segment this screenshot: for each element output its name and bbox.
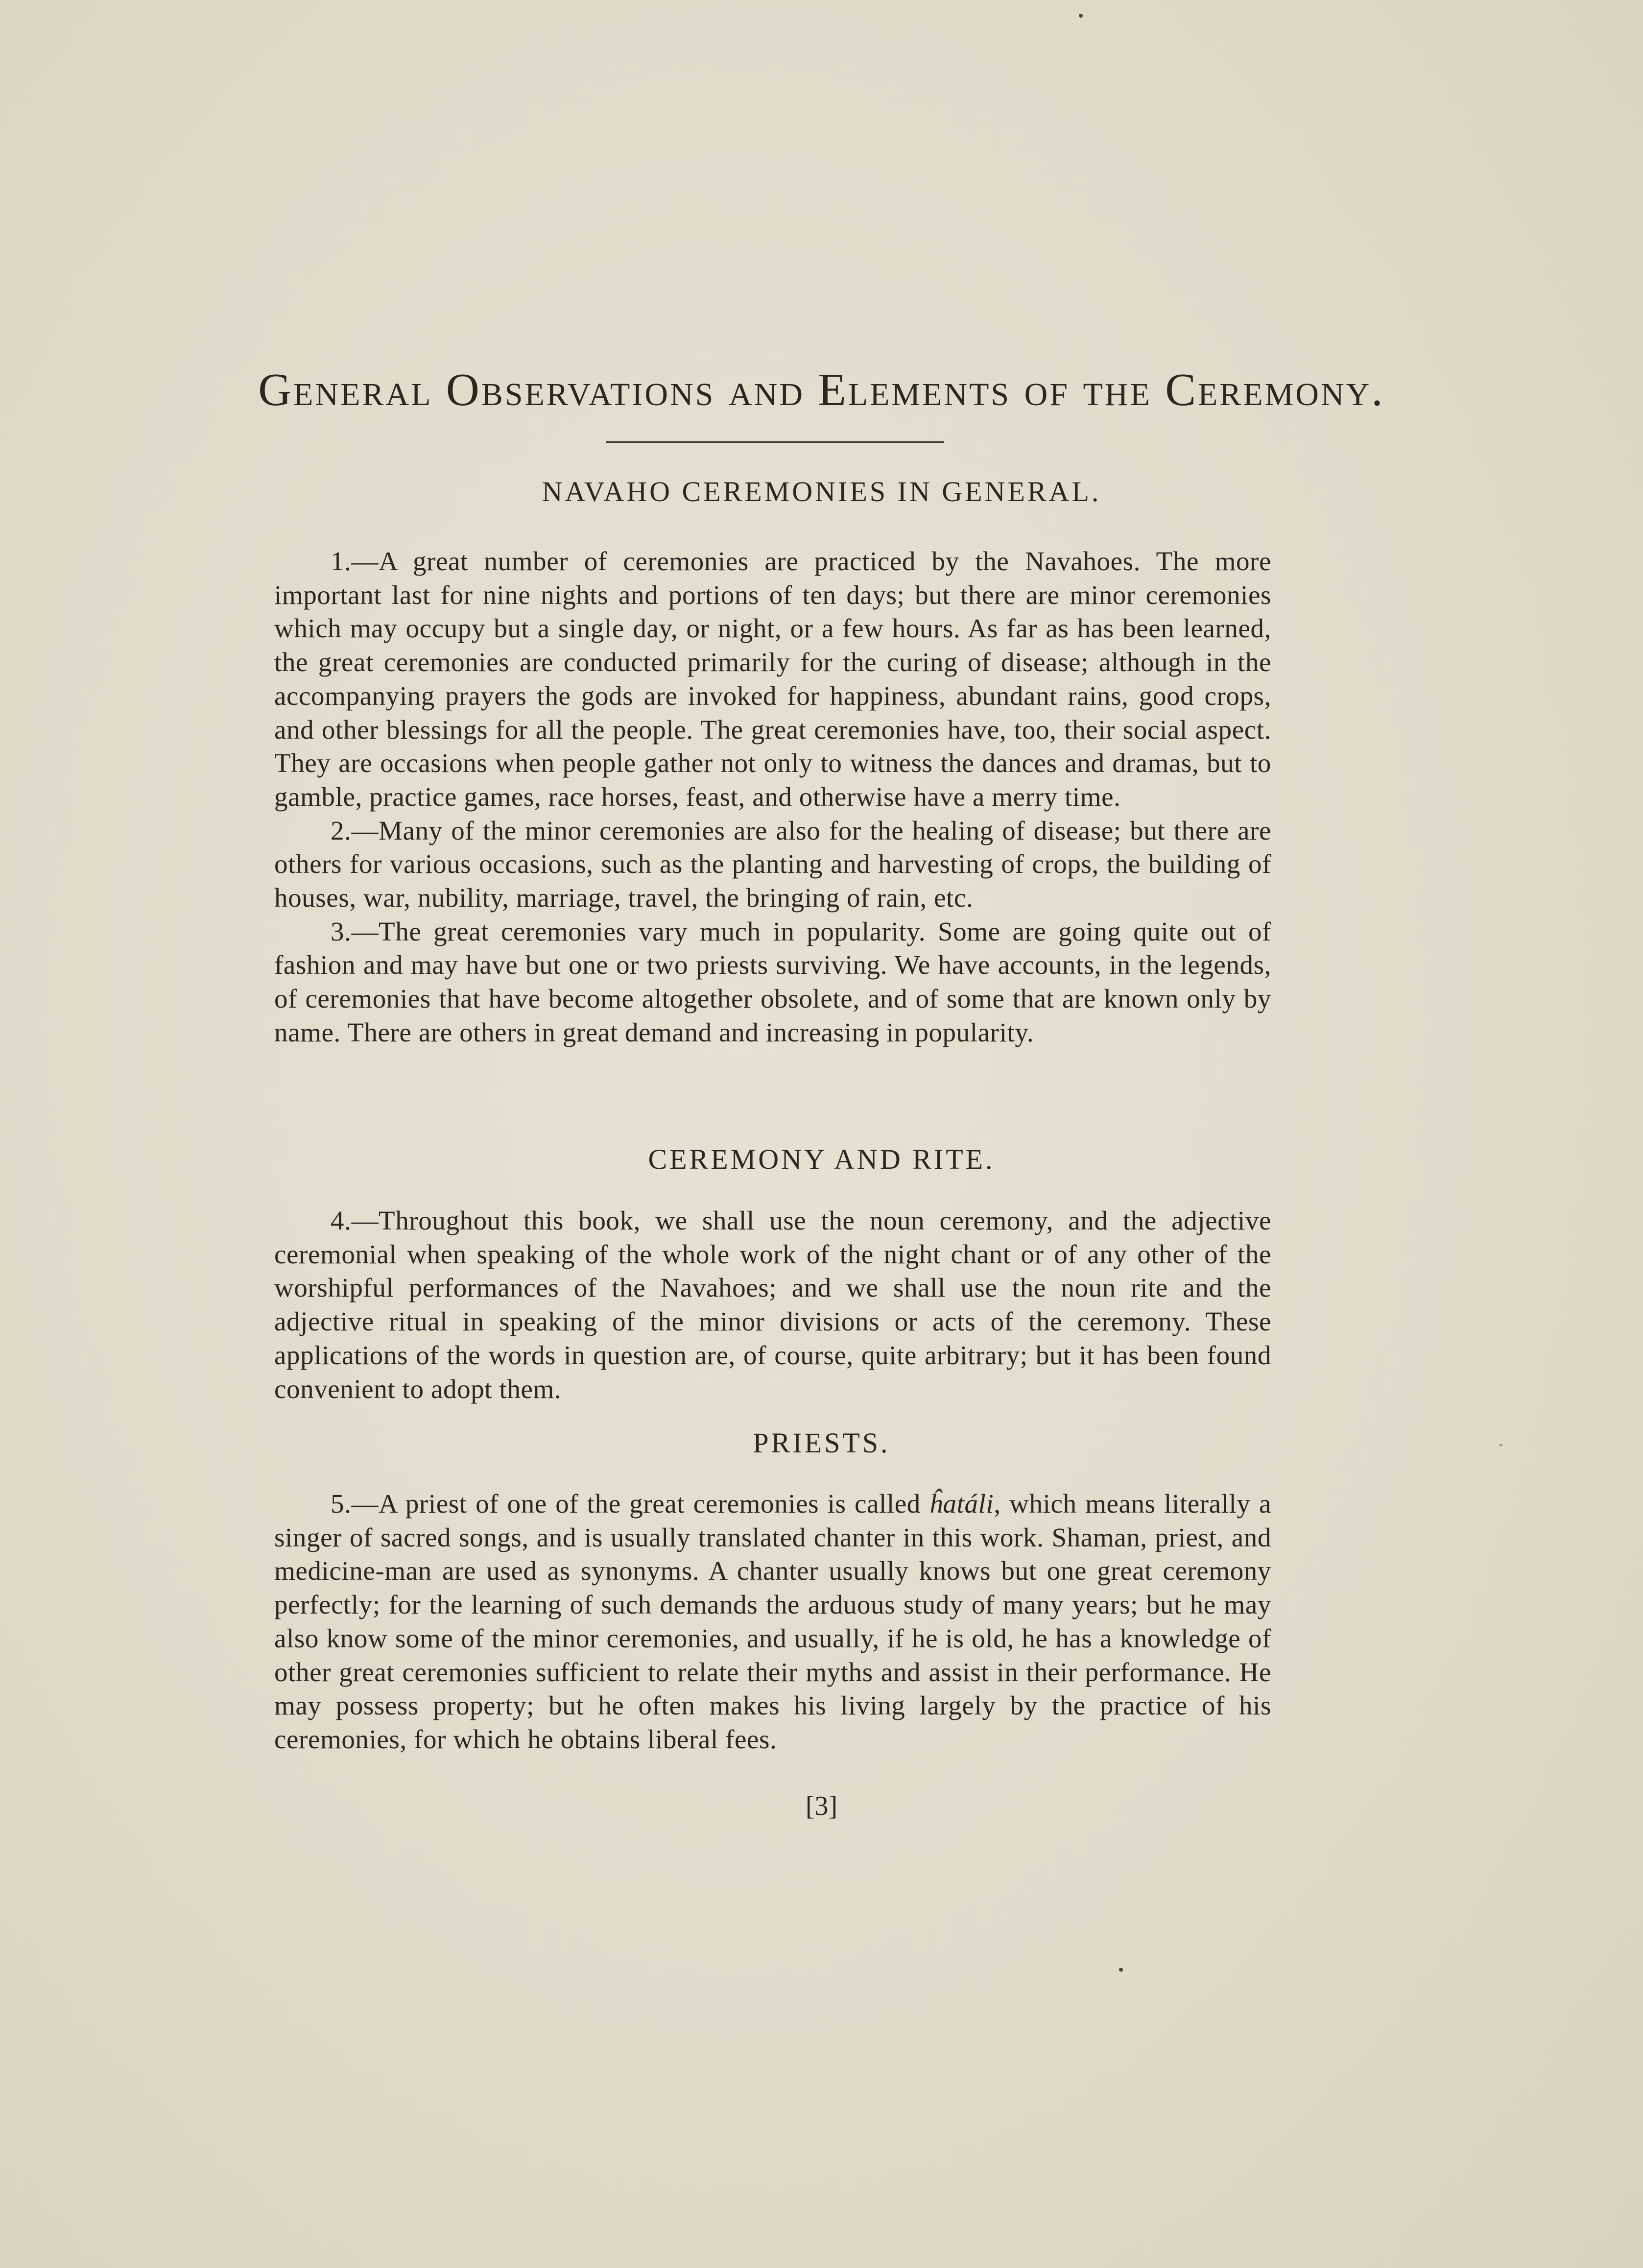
section-heading-priests: PRIESTS. xyxy=(753,1427,890,1459)
paper-speck xyxy=(1079,14,1083,18)
section-body-ceremony-rite xyxy=(274,1204,1271,1406)
paragraph-5-rest: , which means literally a singer of sacred songs, and is usually translated chanter in this work. Shaman, priest, and medicine-man are used as synonyms. A chanter usually knows but one great ceremony perfectly; for the learning of such demands the arduous study of many years; but he may also know some of the minor ceremonies, and usually, if he is old, he has a knowledge of other great ceremonies sufficient to relate their myths and assist in their performance. He may possess property; but he often makes his living largely by the practice of his ceremonies, for which he obtains liberal fees. xyxy=(274,1489,1272,1754)
paragraph-2: 2.—Many of the minor ceremonies are also for the healing of disease; but there are others for various occasions, such as the planting and harvesting of crops, the building of houses, war, nubility, marriage, travel, the bringing of rain, etc. xyxy=(274,815,1271,913)
native-term: ĥatáli xyxy=(929,1489,994,1519)
page-title: General Observations and Elements of the Ceremony. xyxy=(258,364,1385,415)
paper-speck xyxy=(1119,1968,1123,1972)
paragraph-1: 1.—A great number of ceremonies are practiced by the Navahoes. The more important last for nine nights and portions of ten days; but there are minor ceremonies which may occupy but a single day, or night, or a few hours. As far as has been learned, the great ceremonies are conducted primarily for the curing of disease; although in the accompanying prayers the gods are invoked for happiness, abundant rains, good crops, and other blessings for all the people. The great ceremonies have, too, their social aspect. They are occasions when people gather not only to witness the dances and dramas, but to gamble, practice games, race horses, feast, and otherwise have a merry time. xyxy=(274,546,1271,812)
page-number: [3] xyxy=(805,1791,838,1821)
paragraph-5 xyxy=(274,1487,1271,1757)
paragraph-3: 3.—The great ceremonies vary much in popularity. Some are going quite out of fashion and may have but one or two priests surviving. We have accounts, in the legends, of ceremonies that have become altogether obsolete, and of some that are known only by name. There are others in great demand and increasing in popularity. xyxy=(274,916,1271,1047)
paragraph-5-lead: 5.—A priest of one of the great ceremonies is called xyxy=(331,1489,929,1519)
section-heading-ceremonies: NAVAHO CEREMONIES IN GENERAL. xyxy=(542,476,1101,507)
section-body-ceremonies xyxy=(274,545,1271,1050)
paper-speck xyxy=(1500,1444,1502,1446)
section-heading-ceremony-rite: CEREMONY AND RITE. xyxy=(648,1143,995,1175)
paragraph-4: 4.—Throughout this book, we shall use the noun ceremony, and the adjective ceremonial when speaking of the whole work of the night chant or of any other of the worshipful performances of the Navahoes; and we shall use the noun rite and the adjective ritual in speaking of the minor divisions or acts of the ceremony. These applications of the words in question are, of course, quite arbitrary; but it has been found convenient to adopt them. xyxy=(274,1206,1271,1404)
title-rule xyxy=(606,441,944,443)
section-body-priests xyxy=(274,1487,1271,1757)
